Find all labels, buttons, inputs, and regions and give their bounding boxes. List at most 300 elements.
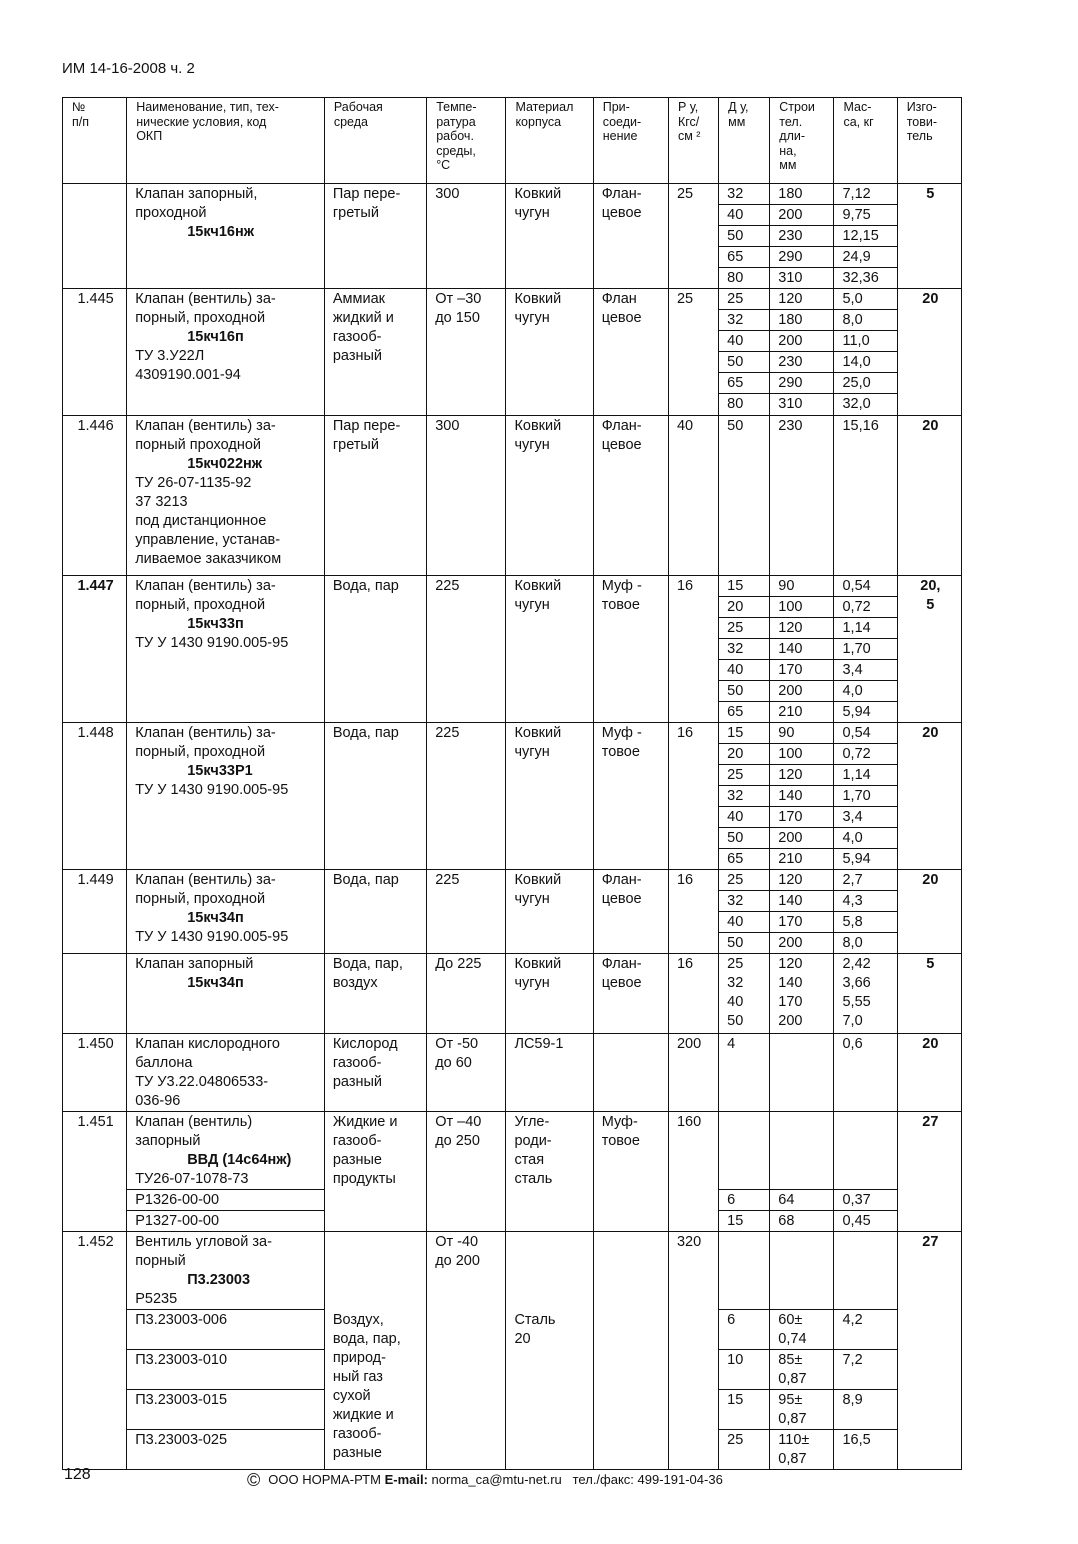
length-cell bbox=[770, 807, 834, 828]
table-row bbox=[63, 289, 962, 310]
length-cell bbox=[770, 289, 834, 310]
mass-cell bbox=[834, 681, 897, 702]
dn-cell bbox=[719, 1211, 770, 1232]
length-cell-text: 170 bbox=[778, 662, 803, 678]
length-cell bbox=[770, 331, 834, 352]
length-cell bbox=[770, 247, 834, 268]
length-cell bbox=[770, 849, 834, 870]
mass-cell bbox=[834, 268, 897, 289]
dn-cell-text: 25 32 40 50 bbox=[727, 956, 744, 1029]
mass-cell bbox=[834, 331, 897, 352]
dn-cell bbox=[719, 954, 770, 1034]
length-cell bbox=[770, 1390, 834, 1430]
length-cell bbox=[770, 373, 834, 394]
dn-cell-text: 20 bbox=[727, 746, 744, 762]
length-cell bbox=[770, 1350, 834, 1390]
length-cell bbox=[770, 1211, 834, 1232]
maker-cell-text: 20 bbox=[922, 872, 939, 888]
connection-cell bbox=[593, 576, 668, 723]
valve-model: 15кч33п bbox=[187, 616, 244, 632]
mass-cell-text: 0,45 bbox=[842, 1213, 871, 1229]
dn-cell-text: 6 bbox=[727, 1312, 736, 1328]
mass-cell bbox=[834, 576, 897, 597]
material-cell-text: Ковкий чугун bbox=[514, 872, 562, 907]
temperature-cell bbox=[427, 954, 506, 1034]
mass-cell bbox=[834, 702, 897, 723]
temperature-cell-text: 300 bbox=[435, 186, 460, 202]
dn-cell bbox=[719, 702, 770, 723]
length-cell-text: 310 bbox=[778, 396, 803, 412]
pressure-cell bbox=[668, 1034, 718, 1112]
length-cell bbox=[770, 416, 834, 576]
dn-cell-text: 15 bbox=[727, 1213, 744, 1229]
maker-cell-text: 5 bbox=[926, 186, 935, 202]
mass-cell-text: 0,37 bbox=[842, 1192, 871, 1208]
row-number bbox=[63, 723, 127, 870]
mass-cell-text: 3,4 bbox=[842, 662, 863, 678]
mass-cell-text: 14,0 bbox=[842, 354, 871, 370]
length-cell-text: 120 bbox=[778, 767, 803, 783]
mass-cell bbox=[834, 1034, 897, 1112]
pressure-cell bbox=[668, 576, 718, 723]
mass-cell bbox=[834, 184, 897, 205]
dn-cell-text: 15 bbox=[727, 1392, 744, 1408]
length-cell bbox=[770, 352, 834, 373]
valve-description: Клапан кислородного баллона ТУ У3.22.04806533- 036-96 bbox=[135, 1036, 280, 1109]
dn-cell-text: 25 bbox=[727, 767, 744, 783]
dn-cell bbox=[719, 618, 770, 639]
length-cell bbox=[770, 618, 834, 639]
header-dn: Д у, мм bbox=[719, 98, 770, 184]
name-cell bbox=[127, 870, 325, 954]
dn-cell bbox=[719, 247, 770, 268]
medium-cell-text: Вода, пар bbox=[332, 578, 399, 594]
material-cell-text: Сталь 20 bbox=[514, 1311, 556, 1347]
variant-name bbox=[127, 1310, 325, 1350]
row-number bbox=[63, 870, 127, 954]
length-cell-text: 95± 0,87 bbox=[778, 1392, 807, 1427]
connection-cell-text: Муф - товое bbox=[601, 725, 642, 760]
dn-cell-text: 20 bbox=[727, 599, 744, 615]
temperature-cell bbox=[427, 723, 506, 870]
length-cell-text: 180 bbox=[778, 186, 803, 202]
header-connection: При- соеди- нение bbox=[593, 98, 668, 184]
mass-cell-text: 0,54 bbox=[842, 578, 871, 594]
pressure-cell-text: 200 bbox=[676, 1036, 702, 1052]
row-number bbox=[63, 184, 127, 289]
dn-cell-text: 15 bbox=[727, 725, 744, 741]
length-cell-text: 170 bbox=[778, 914, 803, 930]
dn-cell bbox=[719, 786, 770, 807]
table-row bbox=[63, 416, 962, 576]
mass-cell bbox=[834, 744, 897, 765]
length-cell bbox=[770, 1112, 834, 1190]
mass-cell-text: 4,3 bbox=[842, 893, 863, 909]
pressure-cell bbox=[668, 954, 718, 1034]
valve-description: ТУ26-07-1078-73 bbox=[135, 1171, 249, 1187]
dn-cell-text: 80 bbox=[727, 396, 744, 412]
medium-cell-text: Вода, пар bbox=[332, 725, 399, 741]
header-material: Материал корпуса bbox=[506, 98, 593, 184]
length-cell-text: 120 bbox=[778, 620, 803, 636]
pressure-cell-text: 16 bbox=[676, 725, 694, 741]
mass-cell bbox=[834, 373, 897, 394]
mass-cell-text: 25,0 bbox=[842, 375, 871, 391]
dn-cell-text: 32 bbox=[727, 641, 744, 657]
dn-cell-text: 65 bbox=[727, 249, 744, 265]
material-cell-text: Ковкий чугун bbox=[514, 418, 562, 453]
row-number-text: 1.446 bbox=[77, 418, 114, 434]
length-cell-text: 200 bbox=[778, 333, 803, 349]
variant-name bbox=[127, 1430, 325, 1470]
length-cell bbox=[770, 744, 834, 765]
row-number bbox=[63, 954, 127, 1034]
mass-cell bbox=[834, 226, 897, 247]
mass-cell-text: 8,0 bbox=[842, 312, 863, 328]
length-cell bbox=[770, 786, 834, 807]
maker-cell-text: 27 bbox=[922, 1234, 939, 1250]
mass-cell-text: 2,7 bbox=[842, 872, 863, 888]
dn-cell-text: 40 bbox=[727, 809, 744, 825]
length-cell-text: 200 bbox=[778, 935, 803, 951]
variant-name bbox=[127, 1350, 325, 1390]
dn-cell bbox=[719, 1430, 770, 1470]
length-cell bbox=[770, 310, 834, 331]
dn-cell bbox=[719, 331, 770, 352]
length-cell-text: 90 bbox=[778, 725, 795, 741]
length-cell-text: 140 bbox=[778, 641, 803, 657]
temperature-cell bbox=[427, 576, 506, 723]
material-cell-text: Ковкий чугун bbox=[514, 956, 562, 991]
mass-cell bbox=[834, 1232, 897, 1310]
medium-cell bbox=[324, 576, 426, 723]
valve-description: Клапан (вентиль) за- порный проходной bbox=[135, 418, 276, 453]
dn-cell bbox=[719, 205, 770, 226]
name-cell bbox=[127, 723, 325, 870]
mass-cell bbox=[834, 1350, 897, 1390]
length-cell-text: 230 bbox=[778, 228, 803, 244]
length-cell bbox=[770, 765, 834, 786]
valve-model: 15кч34п bbox=[187, 975, 244, 991]
dn-cell-text: 32 bbox=[727, 312, 744, 328]
pressure-cell-text: 25 bbox=[676, 291, 694, 307]
mass-cell-text: 0,6 bbox=[842, 1036, 863, 1052]
length-cell-text: 290 bbox=[778, 249, 803, 265]
mass-cell bbox=[834, 870, 897, 891]
variant-name-text: П3.23003-015 bbox=[135, 1392, 228, 1408]
dn-cell bbox=[719, 765, 770, 786]
mass-cell-text: 11,0 bbox=[842, 333, 870, 349]
mass-cell bbox=[834, 394, 897, 416]
connection-cell-text: Муф - товое bbox=[601, 578, 642, 613]
dn-cell bbox=[719, 639, 770, 660]
dn-cell bbox=[719, 912, 770, 933]
row-number-text: 1.452 bbox=[77, 1234, 114, 1250]
dn-cell-text: 50 bbox=[727, 354, 744, 370]
length-cell bbox=[770, 597, 834, 618]
dn-cell bbox=[719, 723, 770, 744]
length-cell-text: 140 bbox=[778, 893, 803, 909]
dn-cell bbox=[719, 576, 770, 597]
dn-cell bbox=[719, 1190, 770, 1211]
mass-cell bbox=[834, 247, 897, 268]
table-row bbox=[63, 870, 962, 891]
dn-cell-text: 65 bbox=[727, 851, 744, 867]
valve-description: Вентиль угловой за- порный bbox=[135, 1234, 272, 1269]
row-number-text: 1.450 bbox=[77, 1036, 114, 1052]
footer-email: norma_ca@mtu-net.ru bbox=[431, 1472, 562, 1487]
row-number bbox=[63, 1034, 127, 1112]
maker-cell bbox=[897, 1232, 961, 1470]
pressure-cell bbox=[668, 289, 718, 416]
length-cell-text: 120 bbox=[778, 291, 803, 307]
length-cell-text: 230 bbox=[778, 354, 803, 370]
row-number-text: 1.449 bbox=[77, 872, 114, 888]
material-cell-text: ЛС59-1 bbox=[514, 1036, 564, 1052]
valve-description: Клапан запорный, проходной bbox=[135, 186, 258, 221]
mass-cell bbox=[834, 618, 897, 639]
dn-cell-text: 80 bbox=[727, 270, 744, 286]
dn-cell bbox=[719, 1232, 770, 1310]
pressure-cell-text: 320 bbox=[676, 1234, 702, 1250]
valve-model: ВВД (14с64нж) bbox=[187, 1152, 292, 1168]
footer-email-label: E-mail: bbox=[384, 1472, 428, 1487]
temperature-cell-text: От -50 до 60 bbox=[435, 1036, 479, 1071]
valve-description: Клапан (вентиль) за- порный, проходной bbox=[135, 578, 276, 613]
dn-cell bbox=[719, 1390, 770, 1430]
mass-cell-text: 2,42 3,66 5,55 7,0 bbox=[842, 956, 871, 1029]
length-cell-text: 180 bbox=[778, 312, 803, 328]
valve-model: П3.23003 bbox=[187, 1272, 251, 1288]
pressure-cell-text: 16 bbox=[676, 872, 694, 888]
table-row bbox=[63, 1310, 962, 1350]
row-number-text: 1.447 bbox=[77, 578, 114, 594]
mass-cell-text: 0,72 bbox=[842, 599, 871, 615]
mass-cell-text: 4,2 bbox=[842, 1312, 863, 1328]
valve-description: Клапан запорный bbox=[135, 956, 254, 972]
length-cell bbox=[770, 639, 834, 660]
material-cell bbox=[506, 416, 593, 576]
temperature-cell bbox=[427, 1034, 506, 1112]
material-cell bbox=[506, 870, 593, 954]
mass-cell-text: 5,0 bbox=[842, 291, 863, 307]
connection-cell bbox=[593, 954, 668, 1034]
length-cell-text: 120 bbox=[778, 872, 803, 888]
material-cell bbox=[506, 723, 593, 870]
pressure-cell-text: 16 bbox=[676, 956, 694, 972]
medium-cell bbox=[324, 416, 426, 576]
length-cell-text: 85± 0,87 bbox=[778, 1352, 807, 1387]
medium-cell bbox=[324, 1034, 426, 1112]
material-cell-text: Ковкий чугун bbox=[514, 186, 562, 221]
row-number bbox=[63, 576, 127, 723]
dn-cell-text: 65 bbox=[727, 375, 744, 391]
medium-cell bbox=[324, 723, 426, 870]
valve-description: Клапан (вентиль) за- порный, проходной bbox=[135, 725, 276, 760]
dn-cell-text: 15 bbox=[727, 578, 744, 594]
connection-cell-text: Муф- товое bbox=[601, 1114, 640, 1149]
valve-description: ТУ У 1430 9190.005-95 bbox=[135, 782, 289, 798]
table-row bbox=[63, 1232, 962, 1310]
length-cell-text: 200 bbox=[778, 207, 803, 223]
maker-cell-text: 20 bbox=[922, 1036, 939, 1052]
header-name: Наименование, тип, тех- нические условия, код ОКП bbox=[127, 98, 325, 184]
length-cell bbox=[770, 226, 834, 247]
length-cell bbox=[770, 1232, 834, 1310]
row-number-text: 1.448 bbox=[77, 725, 114, 741]
dn-cell-text: 40 bbox=[727, 662, 744, 678]
temperature-cell bbox=[427, 870, 506, 954]
length-cell bbox=[770, 576, 834, 597]
material-cell-text: Ковкий чугун bbox=[514, 291, 562, 326]
dn-cell bbox=[719, 597, 770, 618]
medium-cell-text: Кислород газооб- разный bbox=[332, 1036, 398, 1090]
mass-cell-text: 7,2 bbox=[842, 1352, 863, 1368]
mass-cell-text: 16,5 bbox=[842, 1432, 871, 1448]
pressure-cell-text: 16 bbox=[676, 578, 694, 594]
pressure-cell bbox=[668, 184, 718, 289]
medium-cell bbox=[324, 1310, 426, 1470]
medium-cell bbox=[324, 870, 426, 954]
mass-cell-text: 32,36 bbox=[842, 270, 879, 286]
length-cell bbox=[770, 891, 834, 912]
pressure-cell bbox=[668, 870, 718, 954]
valve-model: 15кч16п bbox=[187, 329, 244, 345]
length-cell-text: 210 bbox=[778, 704, 803, 720]
dn-cell-text: 40 bbox=[727, 333, 744, 349]
mass-cell bbox=[834, 1211, 897, 1232]
variant-name bbox=[127, 1211, 325, 1232]
dn-cell bbox=[719, 744, 770, 765]
length-cell-text: 310 bbox=[778, 270, 803, 286]
material-cell bbox=[506, 954, 593, 1034]
maker-cell-text: 20 bbox=[922, 725, 939, 741]
mass-cell-text: 8,9 bbox=[842, 1392, 863, 1408]
temperature-cell bbox=[427, 1112, 506, 1232]
dn-cell bbox=[719, 891, 770, 912]
connection-cell-text: Флан- цевое bbox=[601, 956, 642, 991]
connection-cell-text: Флан- цевое bbox=[601, 872, 642, 907]
variant-name-text: Р1327-00-00 bbox=[135, 1213, 220, 1229]
maker-cell bbox=[897, 184, 961, 289]
dn-cell-text: 25 bbox=[727, 1432, 744, 1448]
length-cell-text: 170 bbox=[778, 809, 803, 825]
pressure-cell bbox=[668, 1112, 718, 1232]
medium-cell-text: Аммиак жидкий и газооб- разный bbox=[332, 291, 394, 364]
footer bbox=[247, 1468, 723, 1489]
connection-cell bbox=[593, 416, 668, 576]
dn-cell-text: 40 bbox=[727, 914, 744, 930]
medium-cell-text: Вода, пар bbox=[332, 872, 399, 888]
dn-cell-text: 50 bbox=[727, 683, 744, 699]
header-pressure: Р у, Кгс/ см ² bbox=[668, 98, 718, 184]
row-number-text: 1.451 bbox=[77, 1114, 114, 1130]
dn-cell-text: 10 bbox=[727, 1352, 744, 1368]
maker-cell-text: 20 bbox=[922, 418, 939, 434]
dn-cell-text: 4 bbox=[727, 1036, 736, 1052]
connection-cell bbox=[593, 870, 668, 954]
variant-name bbox=[127, 1190, 325, 1211]
mass-cell bbox=[834, 289, 897, 310]
length-cell-text: 100 bbox=[778, 599, 803, 615]
dn-cell bbox=[719, 289, 770, 310]
footer-phone: тел./факс: 499-191-04-36 bbox=[572, 1472, 723, 1487]
dn-cell bbox=[719, 226, 770, 247]
table-row bbox=[63, 1112, 962, 1190]
document-header: ИМ 14-16-2008 ч. 2 bbox=[62, 60, 195, 77]
temperature-cell bbox=[427, 1232, 506, 1470]
name-cell bbox=[127, 184, 325, 289]
mass-cell-text: 12,15 bbox=[842, 228, 879, 244]
dn-cell-text: 50 bbox=[727, 228, 744, 244]
length-cell bbox=[770, 702, 834, 723]
medium-cell-text: Воздух, вода, пар, природ- ный газ сухой жидкие и газооб- разные bbox=[332, 1311, 401, 1461]
mass-cell bbox=[834, 933, 897, 954]
dn-cell bbox=[719, 416, 770, 576]
material-cell bbox=[506, 576, 593, 723]
page-number: 128 bbox=[64, 1466, 91, 1483]
name-cell bbox=[127, 1232, 325, 1310]
mass-cell bbox=[834, 1112, 897, 1190]
length-cell bbox=[770, 1034, 834, 1112]
mass-cell bbox=[834, 1190, 897, 1211]
material-cell-text: Ковкий чугун bbox=[514, 578, 562, 613]
mass-cell-text: 7,12 bbox=[842, 186, 871, 202]
dn-cell bbox=[719, 1310, 770, 1350]
dn-cell bbox=[719, 1350, 770, 1390]
dn-cell bbox=[719, 1034, 770, 1112]
connection-cell bbox=[593, 723, 668, 870]
material-cell bbox=[506, 1034, 593, 1112]
pressure-cell-text: 25 bbox=[676, 186, 694, 202]
header-length: Строи тел. дли- на, мм bbox=[770, 98, 834, 184]
dn-cell-text: 40 bbox=[727, 207, 744, 223]
length-cell-text: 210 bbox=[778, 851, 803, 867]
mass-cell-text: 32,0 bbox=[842, 396, 871, 412]
maker-cell-text: 27 bbox=[922, 1114, 939, 1130]
maker-cell-text: 5 bbox=[926, 956, 935, 972]
medium-cell bbox=[324, 1112, 426, 1232]
dn-cell bbox=[719, 660, 770, 681]
maker-cell bbox=[897, 416, 961, 576]
temperature-cell bbox=[427, 416, 506, 576]
length-cell bbox=[770, 828, 834, 849]
dn-cell bbox=[719, 933, 770, 954]
length-cell bbox=[770, 1430, 834, 1470]
dn-cell-text: 25 bbox=[727, 620, 744, 636]
mass-cell-text: 1,70 bbox=[842, 641, 871, 657]
dn-cell bbox=[719, 870, 770, 891]
name-cell bbox=[127, 954, 325, 1034]
valve-model: 15кч33Р1 bbox=[187, 763, 253, 779]
dn-cell-text: 32 bbox=[727, 893, 744, 909]
mass-cell bbox=[834, 310, 897, 331]
name-cell bbox=[127, 416, 325, 576]
mass-cell-text: 5,94 bbox=[842, 851, 871, 867]
mass-cell bbox=[834, 639, 897, 660]
copyright-icon: © bbox=[247, 1470, 261, 1490]
mass-cell bbox=[834, 765, 897, 786]
maker-cell bbox=[897, 954, 961, 1034]
medium-cell bbox=[324, 1232, 426, 1310]
dn-cell-text: 50 bbox=[727, 935, 744, 951]
connection-cell bbox=[593, 1034, 668, 1112]
dn-cell-text: 25 bbox=[727, 291, 744, 307]
mass-cell-text: 1,14 bbox=[842, 620, 871, 636]
mass-cell bbox=[834, 786, 897, 807]
maker-cell bbox=[897, 1034, 961, 1112]
mass-cell bbox=[834, 807, 897, 828]
